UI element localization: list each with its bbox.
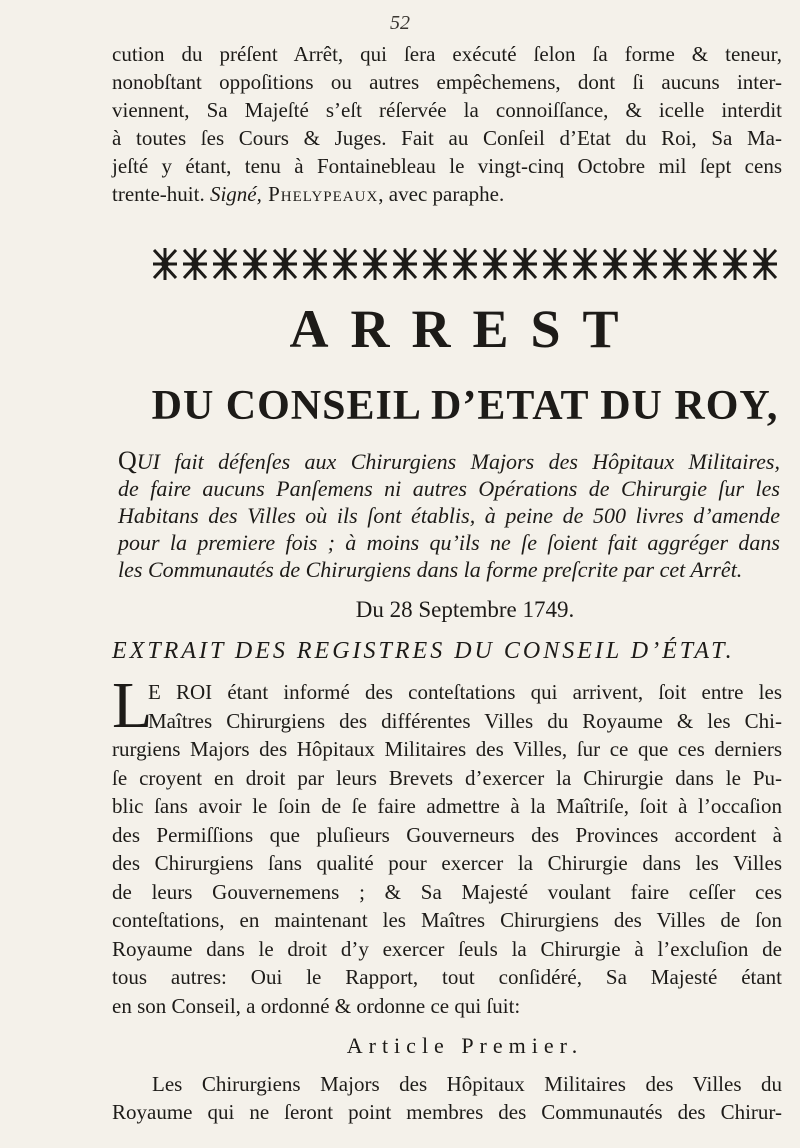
text-line: cution du préſent Arrêt, qui ſera exécuté ſelon ſa forme & teneur,	[112, 42, 782, 66]
text-line-signature	[112, 180, 782, 208]
signatory-name: Phelypeaux	[261, 182, 379, 206]
article-heading: Article Premier.	[346, 1033, 584, 1058]
body-line: de leurs Gouvernemens ; & Sa Majesté voulant faire ceſſer ces	[112, 879, 782, 904]
body-line: Royaume dans le droit d’y exercer ſeuls la Chirurgie à l’excluſion de	[112, 936, 782, 961]
previous-decree-ending	[112, 40, 782, 208]
body-line: Maîtres Chirurgiens des différentes Villes du Royaume & les Chi-	[148, 708, 782, 733]
summary-line: les Communautés de Chirurgiens dans la forme preſcrite par cet Arrêt.	[118, 557, 743, 582]
body-line: des Permiſſions que pluſieurs Gouverneurs des Provinces accordent à	[112, 822, 782, 847]
article-line: Royaume qui ne ſeront point membres des Communautés des Chirur-	[112, 1100, 782, 1124]
text-fragment: trente-huit.	[112, 182, 210, 206]
body-line: conteſtations, en maintenant les Maîtres Chirurgiens des Villes de ſon	[112, 908, 782, 932]
body-line: blic ſans avoir le ſoin de ſe faire admettre à la Maîtriſe, ſoit à l’occaſion	[112, 794, 782, 818]
page-title: ARREST	[289, 299, 641, 359]
summary-text: UI fait défenſes aux Chirurgiens Majors des Hôpitaux Militaires,	[136, 449, 780, 474]
signe-label: Signé,	[209, 182, 262, 206]
summary-line	[118, 447, 780, 475]
text-fragment: , avec paraphe.	[378, 182, 505, 206]
summary-line: pour la premiere fois ; à moins qu’ils ne ſe ſoient fait aggréger dans	[118, 530, 780, 555]
ornament-icon	[150, 244, 780, 284]
article-line: Les Chirurgiens Majors des Hôpitaux Militaires des Villes du	[152, 1072, 782, 1096]
summary-line: Habitans des Villes où ils ſont établis, à peine de 500 livres d’amende	[118, 503, 780, 528]
article-text	[112, 1070, 782, 1126]
page-number: 52	[390, 12, 410, 34]
body-line: ſe croyent en droit par leurs Brevets d’exercer la Chirurgie dans le Pu-	[112, 765, 782, 790]
body-line: en son Conseil, a ordonné & ordonne ce qui ſuit:	[112, 993, 521, 1018]
decorative-ornament-band	[150, 244, 780, 284]
body-line: des Chirurgiens ſans qualité pour exercer la Chirurgie dans les Villes	[112, 851, 782, 875]
summary-initial: Q	[118, 446, 137, 475]
body-line: E ROI étant informé des conteſtations qui arrivent, ſoit entre les	[148, 680, 782, 704]
page-subtitle: DU CONSEIL D’ETAT DU ROY,	[151, 383, 779, 429]
text-line: à toutes ſes Cours & Juges. Fait au Conſeil d’Etat du Roi, Sa Ma-	[112, 126, 782, 150]
text-line: jeſté y étant, tenu à Fontainebleau le vingt-cinq Octobre mil ſept cens	[112, 154, 782, 178]
drop-cap: L	[112, 669, 153, 742]
text-line: nonobſtant oppoſitions ou autres empêchemens, dont ſi aucuns inter-	[112, 70, 782, 94]
extract-heading: EXTRAIT DES REGISTRES DU CONSEIL D’ÉTAT.	[112, 638, 735, 664]
body-line: rurgiens Majors des Hôpitaux Militaires des Villes, ſur ce que ces derniers	[112, 737, 782, 761]
decree-body	[112, 669, 782, 1020]
summary-line: de faire aucuns Panſemens ni autres Opérations de Chirurgie ſur les	[118, 476, 780, 501]
body-line: tous autres: Oui le Rapport, tout conſidéré, Sa Majesté étant	[112, 965, 782, 989]
decree-summary	[118, 447, 780, 583]
decree-date: Du 28 Septembre 1749.	[355, 597, 575, 622]
text-line: viennent, Sa Majeſté s’eſt réſervée la connoiſſance, & icelle interdit	[112, 98, 782, 122]
